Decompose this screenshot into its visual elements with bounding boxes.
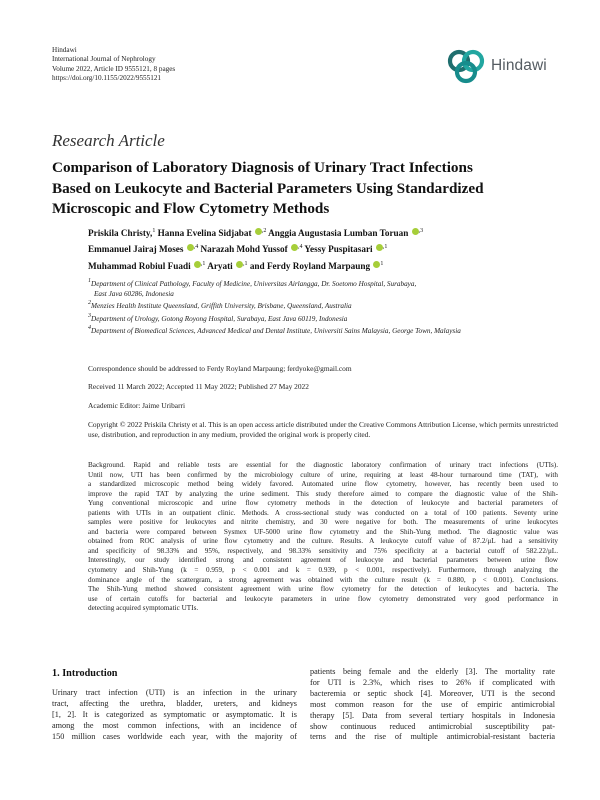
publisher-name: Hindawi xyxy=(52,46,77,54)
author-name: Yessy Puspitasari xyxy=(304,244,373,255)
body-text-line: [1, 2]. It is categorized as symptomatic or asymptomatic. It is xyxy=(52,709,297,719)
abstract-line: Until now, UTI has been confirmed by the microbiology culture of urine, requiring at least 48-hour turnaround time (TAT), with xyxy=(88,470,558,479)
author-name: Emmanuel Jairaj Moses xyxy=(88,244,184,255)
author-name: and Ferdy Royland Marpaung xyxy=(249,260,371,271)
intro-column-left xyxy=(52,688,297,743)
body-text-line: bacteremia or septic shock [4]. Moreover, UTI is the second xyxy=(310,688,555,698)
author-affil-marker: 1 xyxy=(380,260,384,267)
author-name: Anggia Augustasia Lumban Toruan xyxy=(268,228,409,238)
author-line xyxy=(88,258,548,274)
affiliation-item xyxy=(88,312,548,325)
orcid-icon[interactable] xyxy=(291,244,298,251)
intro-column-right xyxy=(310,667,555,743)
author-name: Muhammad Robiul Fuadi xyxy=(88,260,191,271)
author-list xyxy=(88,225,548,274)
author-affil-marker: 1 xyxy=(152,228,156,234)
body-text-line: terns and the rise of multiple antimicrobial-resistant bacteria xyxy=(310,732,555,742)
body-text-line: for UTI is 2.3%, which rises to 26% if complicated with xyxy=(310,677,555,687)
author-affil-marker: ,1 xyxy=(243,260,248,267)
journal-name: International Journal of Nephrology xyxy=(52,55,156,64)
title-line: Based on Leukocyte and Bacterial Parameters Using Standardized xyxy=(52,179,484,197)
title-line: Microscopic and Flow Cytometry Methods xyxy=(52,200,330,217)
author-affil-marker: ,4 xyxy=(193,244,199,251)
body-text-line: 150 million cases worldwide each year, with the majority of xyxy=(52,731,297,741)
affiliation-text: East Java 60286, Indonesia xyxy=(94,289,174,298)
affiliation-text: Department of Clinical Pathology, Faculty of Medicine, Universitas Airlangga, Dr. Soetomo Hospital, Surabaya, xyxy=(91,280,417,288)
affiliation-number: 1 xyxy=(88,278,91,284)
abstract-line: a standardized microscopic method being widely favored. Automated urine flow cytometry, however, has recently been used to xyxy=(88,480,558,489)
correspondence-note: Correspondence should be addressed to Ferdy Royland Marpaung; ferdyoke@gmail.com xyxy=(88,364,352,373)
body-text-line: show continuous reduced antimicrobial susceptibility pat- xyxy=(310,721,555,731)
hindawi-logo[interactable] xyxy=(446,46,556,86)
abstract-line: obtained from ROC analysis of urine flow cytometry and the culture. Results. A leukocyte cutoff value of 87.2/μL had a sensitivity xyxy=(88,537,558,546)
abstract-line: samples were positive for leukocytes and nitrite chemistry, and 30 were negative for both. The measurements of urine leukocytes xyxy=(88,518,558,527)
journal-info xyxy=(52,46,175,84)
hindawi-logo-icon xyxy=(446,48,488,84)
body-text-line: patients being female and the elderly [3]. The mortality rate xyxy=(310,667,555,676)
author-line xyxy=(88,241,548,257)
abstract-line: dominance angle of the scattergram, a strong agreement was obtained with the culture result (k = 0.880, p < 0.001). Conclusions. xyxy=(88,575,558,584)
orcid-icon[interactable] xyxy=(412,228,419,235)
author-affil-marker: ,2 xyxy=(261,228,267,234)
affiliation-item xyxy=(88,327,548,337)
abstract xyxy=(88,461,558,614)
section-heading-introduction: 1. Introduction xyxy=(52,668,118,679)
author-affil-marker: ,3 xyxy=(418,228,424,234)
copyright-notice: Copyright © 2022 Priskila Christy et al. This is an open access article distributed under the Creative Commons Attribution License, which permits unrestricted use, distribution, and reproduction in any medium, provided the original work is properly cited. xyxy=(88,420,558,439)
abstract-line: cytometry and Shih-Yung (k = 0.959, p < 0.001 and k = 0.939, p < 0.001, respectively). Furthermore, through analyzing the xyxy=(88,566,558,575)
logo-wordmark: Hindawi xyxy=(491,57,547,74)
body-text-line: therapy [5]. Data from several tertiary hospitals in Indonesia xyxy=(310,710,555,720)
author-name: Aryati xyxy=(207,260,233,271)
title-line: Comparison of Laboratory Diagnosis of Urinary Tract Infections xyxy=(52,159,473,176)
abstract-line: Background. Rapid and reliable tests are essential for the diagnostic laboratory confirmation of urinary tract infections (UTIs). xyxy=(88,461,558,469)
orcid-icon[interactable] xyxy=(187,244,194,251)
abstract-line: and specificity of 98.33% and 95%, respectively, and 98.33% sensitivity and 75% specificity at a bacterial cutoff of 582.22/μL. xyxy=(88,546,558,555)
article-type-label: Research Article xyxy=(52,131,165,150)
orcid-icon[interactable] xyxy=(376,244,383,251)
affiliation-item xyxy=(88,302,548,312)
academic-editor: Academic Editor: Jaime Uribarri xyxy=(88,401,186,410)
affiliation-text: Department of Biomedical Sciences, Advanced Medical and Dental Institute, Universiti Sains Malaysia, George Town, Malaysia xyxy=(91,327,461,336)
abstract-line: detecting acquired symptomatic UTIs. xyxy=(88,604,199,613)
abstract-line: The Shih-Yung method showed consistent agreement with urine flow cytometry for the detection of leukocytes and bacteria. The xyxy=(88,585,558,594)
affiliation-item xyxy=(88,280,548,290)
article-title xyxy=(52,158,562,220)
affiliation-number: 4 xyxy=(88,325,91,332)
abstract-line: Yung conventional microscopic and urine flow cytometry methods in the detection of leukocyte and bacterial parameters of xyxy=(88,499,558,508)
body-text-line: tract, affecting the urethra, bladder, ureters, and kidneys xyxy=(52,698,297,708)
abstract-line: improve the rapid TAT by analyzing the urine sediment. This study therefore aimed to compare the diagnostic value of the Shih- xyxy=(88,489,558,498)
author-affil-marker: ,1 xyxy=(200,260,206,267)
body-text-line: among the most common infections, with an incidence of xyxy=(52,720,297,730)
affiliation-item-continued xyxy=(88,290,548,300)
author-affil-marker: ,1 xyxy=(382,244,388,251)
affiliation-list xyxy=(88,280,548,337)
abstract-line: use of certain cutoffs for bacterial and leukocyte parameters in urine flow cytometry demonstrated very good performance in xyxy=(88,594,558,603)
author-name: Hanna Evelina Sidjabat xyxy=(157,228,252,238)
body-text-line: most common reason for the use of empiric antimicrobial xyxy=(310,699,555,709)
author-line xyxy=(88,225,548,241)
affiliation-text: Menzies Health Institute Queensland, Griffith University, Brisbane, Queensland, Australia xyxy=(91,302,352,311)
author-affil-marker: ,4 xyxy=(297,244,303,251)
body-text-line: Urinary tract infection (UTI) is an infection in the urinary xyxy=(52,688,297,697)
abstract-line: Interestingly, our study identified strong and consistent agreement of leukocyte and bacterial parameters between urine flow xyxy=(88,556,558,565)
publication-dates: Received 11 March 2022; Accepted 11 May 2022; Published 27 May 2022 xyxy=(88,382,309,391)
author-name: Narazah Mohd Yussof xyxy=(200,244,288,255)
abstract-line: and bacteria were compared between Sysmex UF-5000 urine flow cytometry and the Shih-Yung method. The diagnostic value was xyxy=(88,527,558,536)
volume-info: Volume 2022, Article ID 9555121, 8 pages xyxy=(52,64,176,73)
author-name: Priskila Christy, xyxy=(88,228,153,238)
affiliation-number: 2 xyxy=(88,300,91,307)
orcid-icon[interactable] xyxy=(194,261,201,268)
affiliation-number: 3 xyxy=(88,312,91,319)
orcid-icon[interactable] xyxy=(236,261,243,268)
affiliation-text: Department of Urology, Gotong Royong Hospital, Surabaya, East Java 60119, Indonesia xyxy=(91,314,348,323)
abstract-line: patients with UTIs in an outpatient clinic. Methods. A cross-sectional study was conducted on a total of 100 patients. Seventy urine xyxy=(88,508,558,517)
orcid-icon[interactable] xyxy=(255,228,262,235)
doi-link[interactable]: https://doi.org/10.1155/2022/9555121 xyxy=(52,74,162,83)
